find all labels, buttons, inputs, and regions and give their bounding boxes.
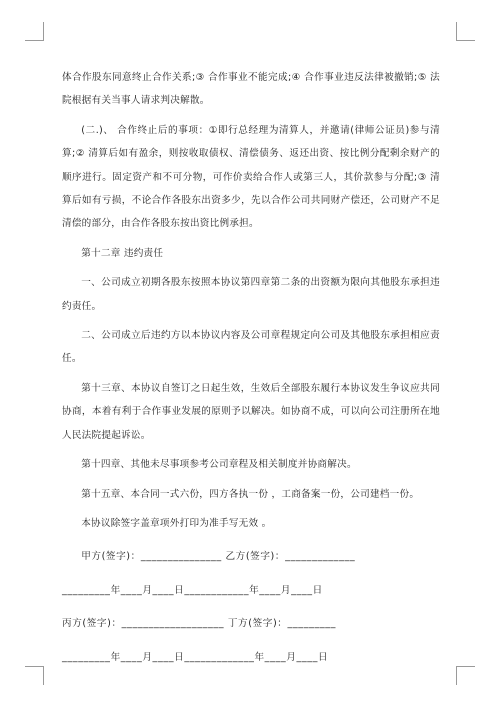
paragraph-liability-2: 二、公司成立后违约方以本协议内容及公司章程规定向公司及其他股东承担相应责任。 bbox=[62, 330, 440, 365]
crop-mark-bottom-left bbox=[25, 666, 44, 685]
date-line-c-d: _________年____月____日_____________年____月____日 bbox=[62, 651, 329, 663]
crop-mark-bottom-right bbox=[456, 666, 475, 685]
crop-mark-top-right bbox=[456, 22, 475, 41]
signature-line-party-a-b: 甲方(签字)：_______________ 乙方(签字)：_____________ bbox=[81, 551, 356, 563]
print-validity-note: 本协议除签字盖章项外打印为准手写无效 。 bbox=[81, 517, 272, 529]
paragraph-liability-1: 一、公司成立初期各股东按照本协议第四章第二条的出资额为限向其他股东承担违约责任。 bbox=[62, 277, 440, 312]
chapter-12-heading: 第十二章 违约责任 bbox=[81, 247, 164, 259]
signature-line-party-c-d: 丙方(签字)：___________________ 丁方(签字)：_________ bbox=[62, 618, 337, 630]
paragraph-post-termination: (二.)、 合作终止后的事项：①即行总经理为清算人，并邀请(律师公证员)参与清算;② 清算后如有盈余，则按收取债权、清偿债务、返还出资、按比例分配剩余财产的顺序进行。固定资产和不可分物，可作价卖给合作人或第三人，其价款参与分配;③ 清算后如有亏损，不论合作各股东出资多少，先以合作公司共同财产偿还，公司财产不足清偿的部分，由合作各股东按出资比例承担。 bbox=[62, 124, 440, 230]
chapter-15-paragraph: 第十五章、本合同一式六份，四方各执一份 ，工商备案一份，公司建档一份。 bbox=[81, 488, 420, 500]
date-line-a-b: _________年____月____日____________年____月____日 bbox=[62, 584, 323, 596]
chapter-13-paragraph: 第十三章、本协议自签订之日起生效，生效后全部股东履行本协议发生争议应共同协商，本着有利于合作事业发展的原则予以解决。如协商不成，可以向公司注册所在地人民法院提起诉讼。 bbox=[62, 382, 440, 441]
chapter-14-paragraph: 第十四章、其他未尽事项参考公司章程及相关制度并协商解决。 bbox=[81, 459, 357, 471]
paragraph-dissolution-conditions: 体合作股东同意终止合作关系;③ 合作事业不能完成;④ 合作事业违反法律被撤销;⑤ 法院根据有关当事人请求判决解散。 bbox=[62, 72, 440, 107]
crop-mark-top-left bbox=[25, 22, 44, 41]
document-body bbox=[62, 66, 440, 669]
